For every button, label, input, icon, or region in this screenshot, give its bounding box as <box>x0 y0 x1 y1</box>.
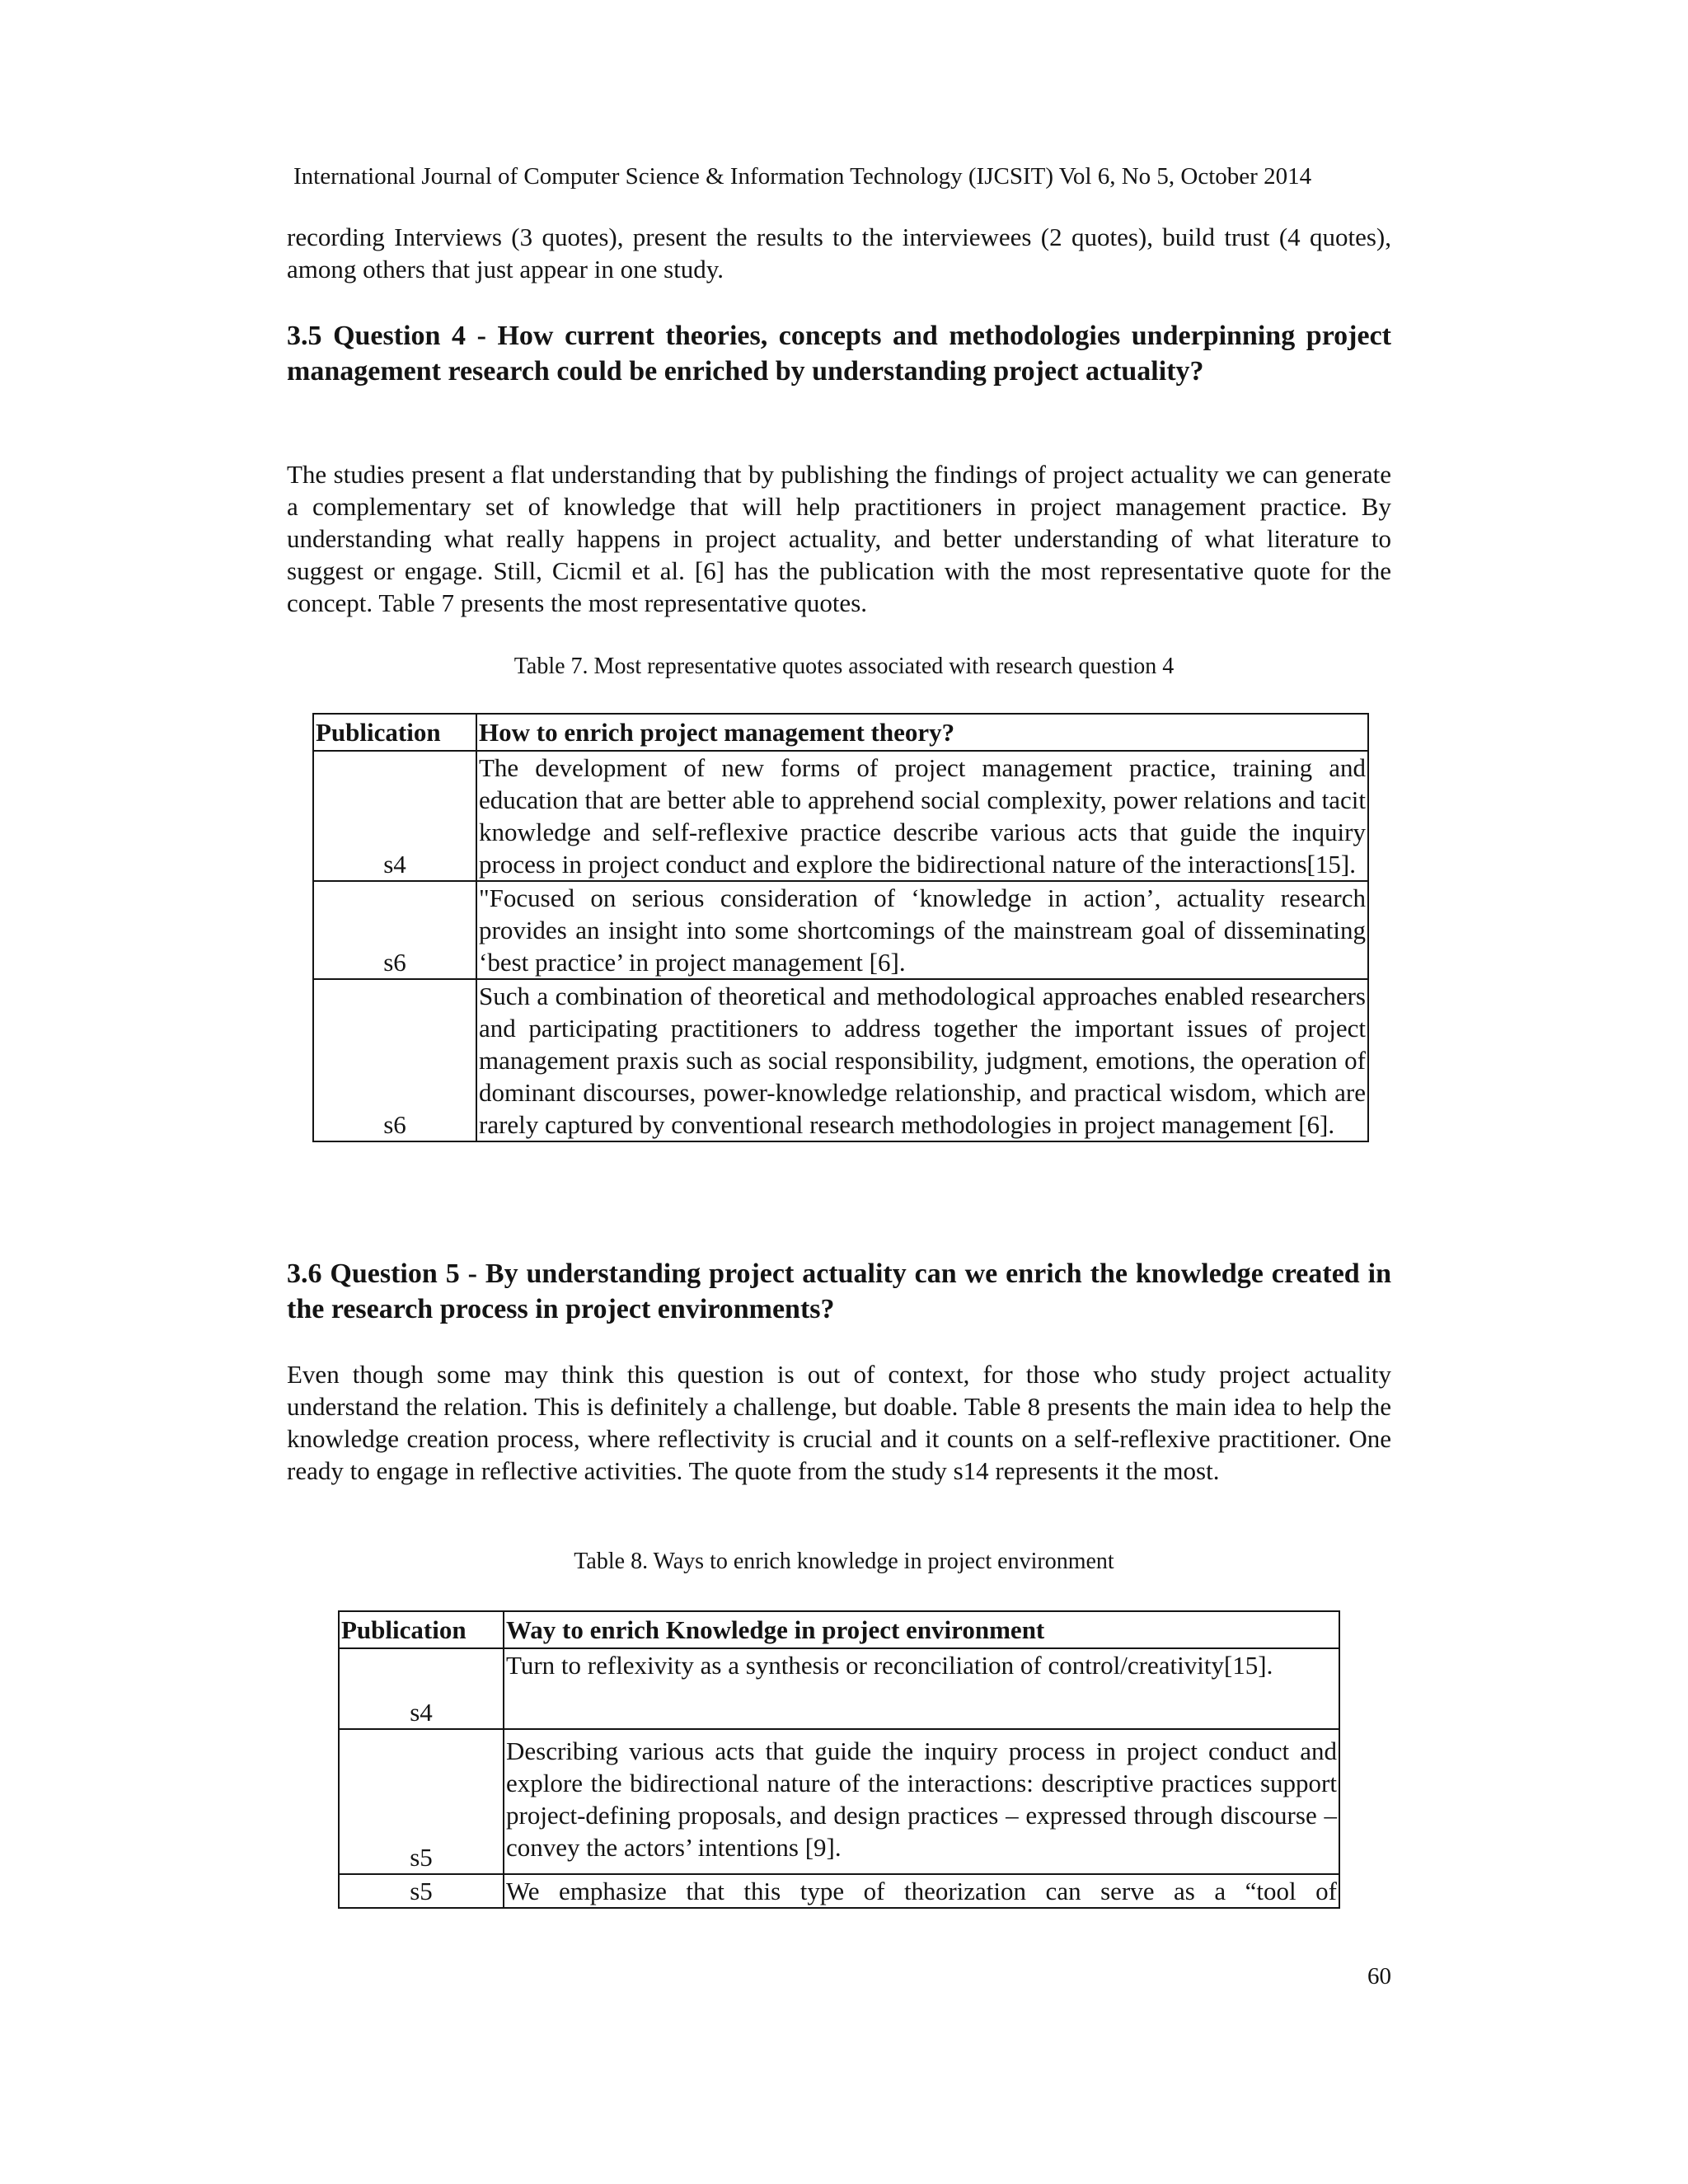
table-8-header-row <box>339 1611 1339 1648</box>
quote-cell: Such a combination of theoretical and methodological approaches enabled researchers and participating practitioners to address together the important issues of project management praxis such as social responsibility, judgment, emotions, the operation of dominant discourses, power-knowledge relationship, and practical wisdom, which are rarely captured by conventional research methodologies in project management [6]. <box>476 979 1368 1141</box>
table-row <box>313 751 1368 881</box>
journal-header: International Journal of Computer Science & Information Technology (IJCSIT) Vol 6, No 5, October 2014 <box>293 163 1312 190</box>
publication-cell: s5 <box>339 1874 504 1908</box>
quote-cell: The development of new forms of project management practice, training and education that are better able to apprehend social complexity, power relations and tacit knowledge and self-reflexive practice describe various acts that guide the inquiry process in project conduct and explore the bidirectional nature of the interactions[15]. <box>476 751 1368 881</box>
page-number: 60 <box>1367 1963 1391 1990</box>
table-row <box>339 1874 1339 1908</box>
table-7 <box>312 713 1369 1142</box>
table-8-caption: Table 8. Ways to enrich knowledge in project environment <box>574 1549 1114 1574</box>
section-3-6-paragraph: Even though some may think this question is out of context, for those who study project actuality understand the relation. This is definitely a challenge, but doable. Table 8 presents the main idea to help the knowledge creation process, where reflectivity is crucial and it counts on a self-reflexive practitioner. One ready to engage in reflective activities. The quote from the study s14 represents it the most. <box>287 1360 1391 1485</box>
table-row <box>313 979 1368 1141</box>
section-3-6-heading: 3.6 Question 5 - By understanding project actuality can we enrich the knowledge created in the research process in project environments? <box>287 1258 1391 1324</box>
publication-cell: s5 <box>339 1729 504 1874</box>
publication-cell: s6 <box>313 979 476 1141</box>
table-8-header-way: Way to enrich Knowledge in project environment <box>504 1611 1339 1648</box>
section-3-5-heading: 3.5 Question 4 - How current theories, concepts and methodologies underpinning project management research could be enriched by understanding project actuality? <box>287 321 1391 387</box>
quote-cell: Describing various acts that guide the inquiry process in project conduct and explore the bidirectional nature of the interactions: descriptive practices support project-defining proposals, and design practices – expressed through discourse – convey the actors’ intentions [9]. <box>504 1729 1339 1874</box>
publication-cell: s4 <box>313 751 476 881</box>
table-row <box>339 1648 1339 1729</box>
table-7-header-publication: Publication <box>313 714 476 751</box>
table-7-header-theory: How to enrich project management theory? <box>476 714 1368 751</box>
table-row <box>339 1729 1339 1874</box>
quote-cell: Turn to reflexivity as a synthesis or reconciliation of control/creativity[15]. <box>504 1648 1339 1729</box>
section-3-5-paragraph: The studies present a flat understanding that by publishing the findings of project actuality we can generate a complementary set of knowledge that will help practitioners in project management practice. By understanding what really happens in project actuality, and better understanding of what literature to suggest or engage. Still, Cicmil et al. [6] has the publication with the most representative quote for the concept. Table 7 presents the most representative quotes. <box>287 460 1391 617</box>
table-7-header-row <box>313 714 1368 751</box>
intro-paragraph: recording Interviews (3 quotes), present the results to the interviewees (2 quotes), build trust (4 quotes), among others that just appear in one study. <box>287 223 1391 284</box>
quote-cell: We emphasize that this type of theorization can serve as a “tool of <box>504 1874 1339 1908</box>
table-row <box>313 881 1368 979</box>
quote-cell: "Focused on serious consideration of ‘knowledge in action’, actuality research provides an insight into some shortcomings of the mainstream goal of disseminating ‘best practice’ in project management [6]. <box>476 881 1368 979</box>
table-7-caption: Table 7. Most representative quotes associated with research question 4 <box>513 654 1175 679</box>
publication-cell: s4 <box>339 1648 504 1729</box>
table-8-header-publication: Publication <box>339 1611 504 1648</box>
publication-cell: s6 <box>313 881 476 979</box>
table-8 <box>338 1610 1340 1909</box>
